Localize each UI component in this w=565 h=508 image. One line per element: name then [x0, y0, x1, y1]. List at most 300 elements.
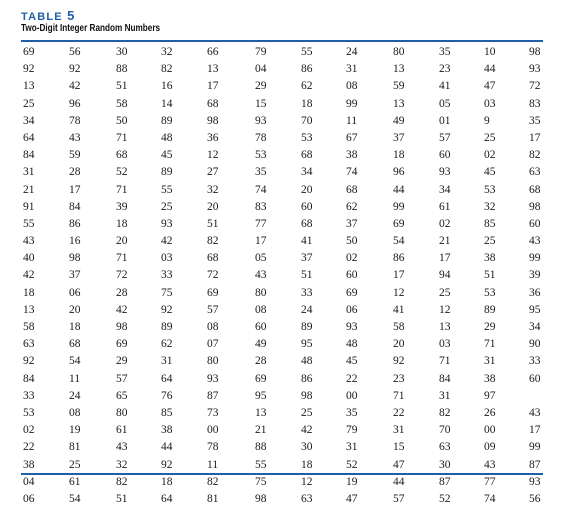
table-cell: 47	[346, 492, 358, 505]
table-cell: 49	[393, 114, 405, 127]
table-cell: 35	[255, 166, 267, 179]
table-cell: 48	[301, 355, 313, 368]
table-cell: 90	[529, 338, 541, 351]
table-cell: 17	[529, 424, 541, 437]
table-cell: 70	[301, 114, 313, 127]
table-row	[21, 61, 543, 78]
table-row	[21, 233, 543, 250]
table-cell: 82	[529, 149, 541, 162]
table-row	[21, 336, 543, 353]
table-cell: 16	[161, 80, 173, 93]
table-cell: 49	[255, 338, 267, 351]
table-cell: 58	[116, 97, 128, 110]
table-cell: 57	[207, 303, 219, 316]
table-cell: 62	[346, 200, 358, 213]
table-cell: 55	[23, 217, 35, 230]
table-cell: 39	[116, 200, 128, 213]
table-row	[21, 199, 543, 216]
table-row	[21, 474, 543, 491]
table-cell: 92	[393, 355, 405, 368]
table-cell: 03	[161, 252, 173, 265]
table-cell: 53	[23, 406, 35, 419]
table-cell: 18	[301, 458, 313, 471]
table-cell: 69	[393, 217, 405, 230]
table-cell: 20	[301, 183, 313, 196]
table-cell: 72	[116, 269, 128, 282]
table-cell: 18	[393, 149, 405, 162]
table-cell: 39	[529, 269, 541, 282]
table-row	[21, 285, 543, 302]
table-cell: 82	[439, 406, 451, 419]
table-cell: 42	[116, 303, 128, 316]
table-cell: 57	[393, 492, 405, 505]
table-cell: 95	[529, 303, 541, 316]
table-cell: 14	[161, 97, 173, 110]
table-cell: 74	[255, 183, 267, 196]
table-cell: 82	[207, 475, 219, 488]
table-cell: 89	[301, 321, 313, 333]
table-row	[21, 388, 543, 405]
table-cell: 21	[255, 424, 267, 437]
table-cell: 37	[301, 252, 313, 265]
table-cell: 17	[69, 183, 81, 196]
table-cell: 04	[23, 475, 35, 488]
table-cell: 64	[161, 492, 173, 505]
table-cell: 97	[484, 389, 496, 402]
table-row	[21, 491, 543, 508]
table-cell: 41	[301, 235, 313, 248]
table-cell: 56	[529, 492, 541, 505]
table-cell: 93	[161, 217, 173, 230]
table-cell: 12	[393, 286, 405, 299]
table-cell: 53	[484, 183, 496, 196]
table-cell: 58	[393, 321, 405, 333]
table-cell: 05	[255, 252, 267, 265]
table-cell: 84	[439, 372, 451, 385]
table-cell: 18	[161, 475, 173, 488]
table-label-number: 5	[67, 8, 75, 23]
table-cell: 29	[484, 321, 496, 333]
table-cell: 53	[255, 149, 267, 162]
table-cell: 92	[161, 303, 173, 316]
table-cell: 18	[23, 286, 35, 299]
table-cell: 68	[207, 252, 219, 265]
table-cell: 13	[255, 406, 267, 419]
table-cell: 68	[207, 97, 219, 110]
table-row	[21, 182, 543, 199]
table-cell: 55	[255, 458, 267, 471]
random-number-table	[21, 44, 543, 508]
table-cell: 44	[393, 475, 405, 488]
table-cell: 61	[69, 475, 81, 488]
table-cell: 32	[161, 46, 173, 58]
table-cell: 68	[346, 183, 358, 196]
table-cell: 95	[255, 389, 267, 402]
table-cell: 61	[439, 200, 451, 213]
table-cell: 45	[161, 149, 173, 162]
table-cell: 24	[301, 303, 313, 316]
table-cell: 22	[23, 441, 35, 454]
table-cell: 34	[301, 166, 313, 179]
table-cell: 30	[439, 458, 451, 471]
table-cell: 61	[116, 424, 128, 437]
top-rule	[21, 40, 543, 42]
table-cell: 00	[484, 424, 496, 437]
table-row	[21, 216, 543, 233]
table-cell: 94	[439, 269, 451, 282]
table-cell: 80	[207, 355, 219, 368]
table-cell: 20	[393, 338, 405, 351]
table-cell: 13	[393, 97, 405, 110]
table-cell: 98	[529, 200, 541, 213]
table-cell: 55	[161, 183, 173, 196]
table-cell: 98	[529, 46, 541, 58]
table-cell: 19	[346, 475, 358, 488]
table-cell: 82	[161, 63, 173, 76]
table-cell: 96	[69, 97, 81, 110]
table-cell: 75	[255, 475, 267, 488]
table-cell: 89	[161, 166, 173, 179]
table-cell: 78	[255, 131, 267, 144]
table-cell: 80	[116, 406, 128, 419]
table-cell: 34	[23, 114, 35, 127]
table-cell: 59	[393, 80, 405, 93]
table-cell: 70	[439, 424, 451, 437]
table-cell: 98	[255, 492, 267, 505]
table-cell: 15	[393, 441, 405, 454]
table-cell: 52	[439, 492, 451, 505]
table-cell: 19	[69, 424, 81, 437]
table-row	[21, 250, 543, 267]
table-cell: 88	[116, 63, 128, 76]
table-cell: 52	[116, 166, 128, 179]
table-cell: 54	[393, 235, 405, 248]
table-cell: 51	[301, 269, 313, 282]
table-label	[21, 8, 74, 23]
table-cell: 51	[116, 80, 128, 93]
table-cell: 99	[529, 252, 541, 265]
table-cell: 71	[393, 389, 405, 402]
table-cell: 93	[207, 372, 219, 385]
table-cell: 17	[393, 269, 405, 282]
table-cell: 81	[69, 441, 81, 454]
table-cell: 98	[69, 252, 81, 265]
table-cell: 15	[255, 97, 267, 110]
table-cell: 58	[23, 321, 35, 333]
table-cell: 11	[346, 114, 358, 127]
table-cell: 43	[255, 269, 267, 282]
table-cell: 45	[484, 166, 496, 179]
table-row	[21, 457, 543, 474]
table-cell: 79	[346, 424, 358, 437]
table-cell: 93	[346, 321, 358, 333]
table-cell: 54	[69, 492, 81, 505]
table-cell: 78	[69, 114, 81, 127]
table-cell: 25	[484, 235, 496, 248]
table-cell: 99	[393, 200, 405, 213]
table-cell: 83	[529, 97, 541, 110]
table-cell: 60	[255, 321, 267, 333]
bottom-rule	[21, 473, 543, 475]
table-cell: 60	[529, 372, 541, 385]
table-cell: 43	[529, 235, 541, 248]
table-cell: 92	[161, 458, 173, 471]
table-cell: 35	[346, 406, 358, 419]
table-cell: 89	[161, 321, 173, 333]
table-cell: 71	[116, 131, 128, 144]
table-cell: 98	[116, 321, 128, 333]
table-cell: 73	[207, 406, 219, 419]
table-cell: 92	[69, 63, 81, 76]
table-cell: 17	[529, 131, 541, 144]
table-cell: 11	[69, 372, 81, 385]
table-cell: 21	[439, 235, 451, 248]
table-cell: 32	[116, 458, 128, 471]
table-cell: 31	[346, 441, 358, 454]
table-cell: 60	[439, 149, 451, 162]
table-cell: 30	[301, 441, 313, 454]
table-cell: 25	[23, 97, 35, 110]
table-cell: 69	[207, 286, 219, 299]
table-cell: 44	[393, 183, 405, 196]
table-cell: 80	[393, 46, 405, 58]
table-cell: 29	[116, 355, 128, 368]
table-cell: 18	[69, 321, 81, 333]
table-cell: 33	[161, 269, 173, 282]
table-cell: 95	[301, 338, 313, 351]
table-cell: 51	[207, 217, 219, 230]
table-cell: 82	[116, 475, 128, 488]
table-cell: 12	[439, 303, 451, 316]
table-cell: 69	[255, 372, 267, 385]
table-cell: 43	[484, 458, 496, 471]
table-cell: 33	[301, 286, 313, 299]
table-cell: 42	[161, 235, 173, 248]
table-cell: 68	[301, 217, 313, 230]
table-cell: 57	[439, 131, 451, 144]
table-cell: 29	[255, 80, 267, 93]
table-cell: 25	[161, 200, 173, 213]
table-cell: 55	[301, 46, 313, 58]
table-cell: 37	[393, 131, 405, 144]
table-cell: 24	[346, 46, 358, 58]
table-cell: 20	[69, 303, 81, 316]
table-cell: 87	[529, 458, 541, 471]
table-cell: 56	[69, 46, 81, 58]
table-cell: 17	[439, 252, 451, 265]
table-cell: 18	[116, 217, 128, 230]
table-row	[21, 353, 543, 370]
table-cell: 93	[439, 166, 451, 179]
table-cell: 38	[161, 424, 173, 437]
table-cell: 71	[484, 338, 496, 351]
table-cell: 13	[393, 63, 405, 76]
table-cell: 62	[161, 338, 173, 351]
table-cell: 71	[439, 355, 451, 368]
table-cell: 64	[23, 131, 35, 144]
table-cell: 31	[346, 63, 358, 76]
table-row	[21, 439, 543, 456]
table-cell: 02	[346, 252, 358, 265]
table-cell: 85	[484, 217, 496, 230]
table-cell: 40	[23, 252, 35, 265]
table-cell: 00	[346, 389, 358, 402]
table-cell: 54	[69, 355, 81, 368]
table-cell: 12	[207, 149, 219, 162]
table-cell: 41	[439, 80, 451, 93]
table-cell: 87	[439, 475, 451, 488]
table-cell: 36	[207, 131, 219, 144]
table-cell: 34	[439, 183, 451, 196]
table-cell: 25	[484, 131, 496, 144]
table-cell: 23	[393, 372, 405, 385]
table-cell: 9	[484, 114, 490, 127]
table-cell: 64	[161, 372, 173, 385]
table-cell: 93	[529, 475, 541, 488]
table-cell: 38	[23, 458, 35, 471]
table-cell: 43	[69, 131, 81, 144]
table-cell: 31	[393, 424, 405, 437]
table-cell: 06	[23, 492, 35, 505]
table-row	[21, 130, 543, 147]
table-cell: 05	[439, 97, 451, 110]
table-cell: 32	[484, 200, 496, 213]
table-row	[21, 96, 543, 113]
table-cell: 28	[69, 166, 81, 179]
table-cell: 71	[116, 252, 128, 265]
table-cell: 26	[484, 406, 496, 419]
table-cell: 48	[346, 338, 358, 351]
table-cell: 66	[207, 46, 219, 58]
table-cell: 74	[346, 166, 358, 179]
table-cell: 27	[207, 166, 219, 179]
table-cell: 03	[484, 97, 496, 110]
table-cell: 60	[346, 269, 358, 282]
table-cell: 68	[116, 149, 128, 162]
table-row	[21, 164, 543, 181]
table-cell: 17	[207, 80, 219, 93]
table-cell: 69	[116, 338, 128, 351]
table-row	[21, 371, 543, 388]
table-cell: 63	[301, 492, 313, 505]
table-cell: 43	[116, 441, 128, 454]
table-cell: 96	[393, 166, 405, 179]
table-title: Two-Digit Integer Random Numbers	[21, 22, 161, 34]
table-cell: 16	[69, 235, 81, 248]
table-cell: 34	[529, 321, 541, 333]
table-cell: 31	[161, 355, 173, 368]
table-row	[21, 147, 543, 164]
table-cell: 75	[161, 286, 173, 299]
table-cell: 28	[116, 286, 128, 299]
table-cell: 22	[393, 406, 405, 419]
table-cell: 72	[529, 80, 541, 93]
table-cell: 31	[484, 355, 496, 368]
table-cell: 48	[161, 131, 173, 144]
table-cell: 65	[116, 389, 128, 402]
table-cell: 08	[207, 321, 219, 333]
table-cell: 08	[346, 80, 358, 93]
table-cell: 89	[484, 303, 496, 316]
table-cell: 53	[484, 286, 496, 299]
table-cell: 37	[346, 217, 358, 230]
table-cell: 63	[23, 338, 35, 351]
table-cell: 62	[301, 80, 313, 93]
table-cell: 50	[116, 114, 128, 127]
table-cell: 20	[116, 235, 128, 248]
table-cell: 68	[529, 183, 541, 196]
table-row	[21, 422, 543, 439]
table-cell: 23	[439, 63, 451, 76]
table-cell: 37	[69, 269, 81, 282]
table-cell: 87	[207, 389, 219, 402]
table-cell: 63	[529, 166, 541, 179]
table-cell: 24	[69, 389, 81, 402]
table-cell: 38	[346, 149, 358, 162]
table-cell: 01	[439, 114, 451, 127]
table-cell: 60	[529, 217, 541, 230]
table-cell: 38	[484, 372, 496, 385]
table-cell: 99	[346, 97, 358, 110]
table-cell: 36	[529, 286, 541, 299]
table-cell: 84	[23, 149, 35, 162]
table-cell: 02	[439, 217, 451, 230]
table-cell: 04	[255, 63, 267, 76]
table-cell: 13	[23, 303, 35, 316]
table-cell: 51	[484, 269, 496, 282]
table-cell: 35	[529, 114, 541, 127]
table-cell: 82	[207, 235, 219, 248]
table-cell: 59	[69, 149, 81, 162]
table-cell: 71	[116, 183, 128, 196]
table-cell: 78	[207, 441, 219, 454]
table-cell: 85	[161, 406, 173, 419]
table-cell: 44	[484, 63, 496, 76]
table-cell: 31	[23, 166, 35, 179]
table-cell: 08	[255, 303, 267, 316]
table-row	[21, 302, 543, 319]
table-cell: 99	[529, 441, 541, 454]
table-cell: 88	[255, 441, 267, 454]
table-cell: 13	[23, 80, 35, 93]
table-cell: 84	[69, 200, 81, 213]
table-cell: 08	[69, 406, 81, 419]
table-cell: 28	[255, 355, 267, 368]
table-cell: 86	[301, 372, 313, 385]
table-cell: 25	[439, 286, 451, 299]
table-cell: 13	[439, 321, 451, 333]
table-cell: 81	[207, 492, 219, 505]
table-cell: 20	[207, 200, 219, 213]
table-cell: 31	[439, 389, 451, 402]
table-cell: 53	[301, 131, 313, 144]
table-cell: 86	[301, 63, 313, 76]
table-cell: 77	[255, 217, 267, 230]
table-row	[21, 44, 543, 61]
table-cell: 80	[255, 286, 267, 299]
table-cell: 67	[346, 131, 358, 144]
table-cell: 72	[207, 269, 219, 282]
table-cell: 02	[484, 149, 496, 162]
table-cell: 43	[23, 235, 35, 248]
table-cell: 76	[161, 389, 173, 402]
table-cell: 42	[301, 424, 313, 437]
table-cell: 25	[69, 458, 81, 471]
table-row	[21, 78, 543, 95]
table-cell: 06	[346, 303, 358, 316]
table-cell: 11	[207, 458, 219, 471]
table-cell: 21	[23, 183, 35, 196]
